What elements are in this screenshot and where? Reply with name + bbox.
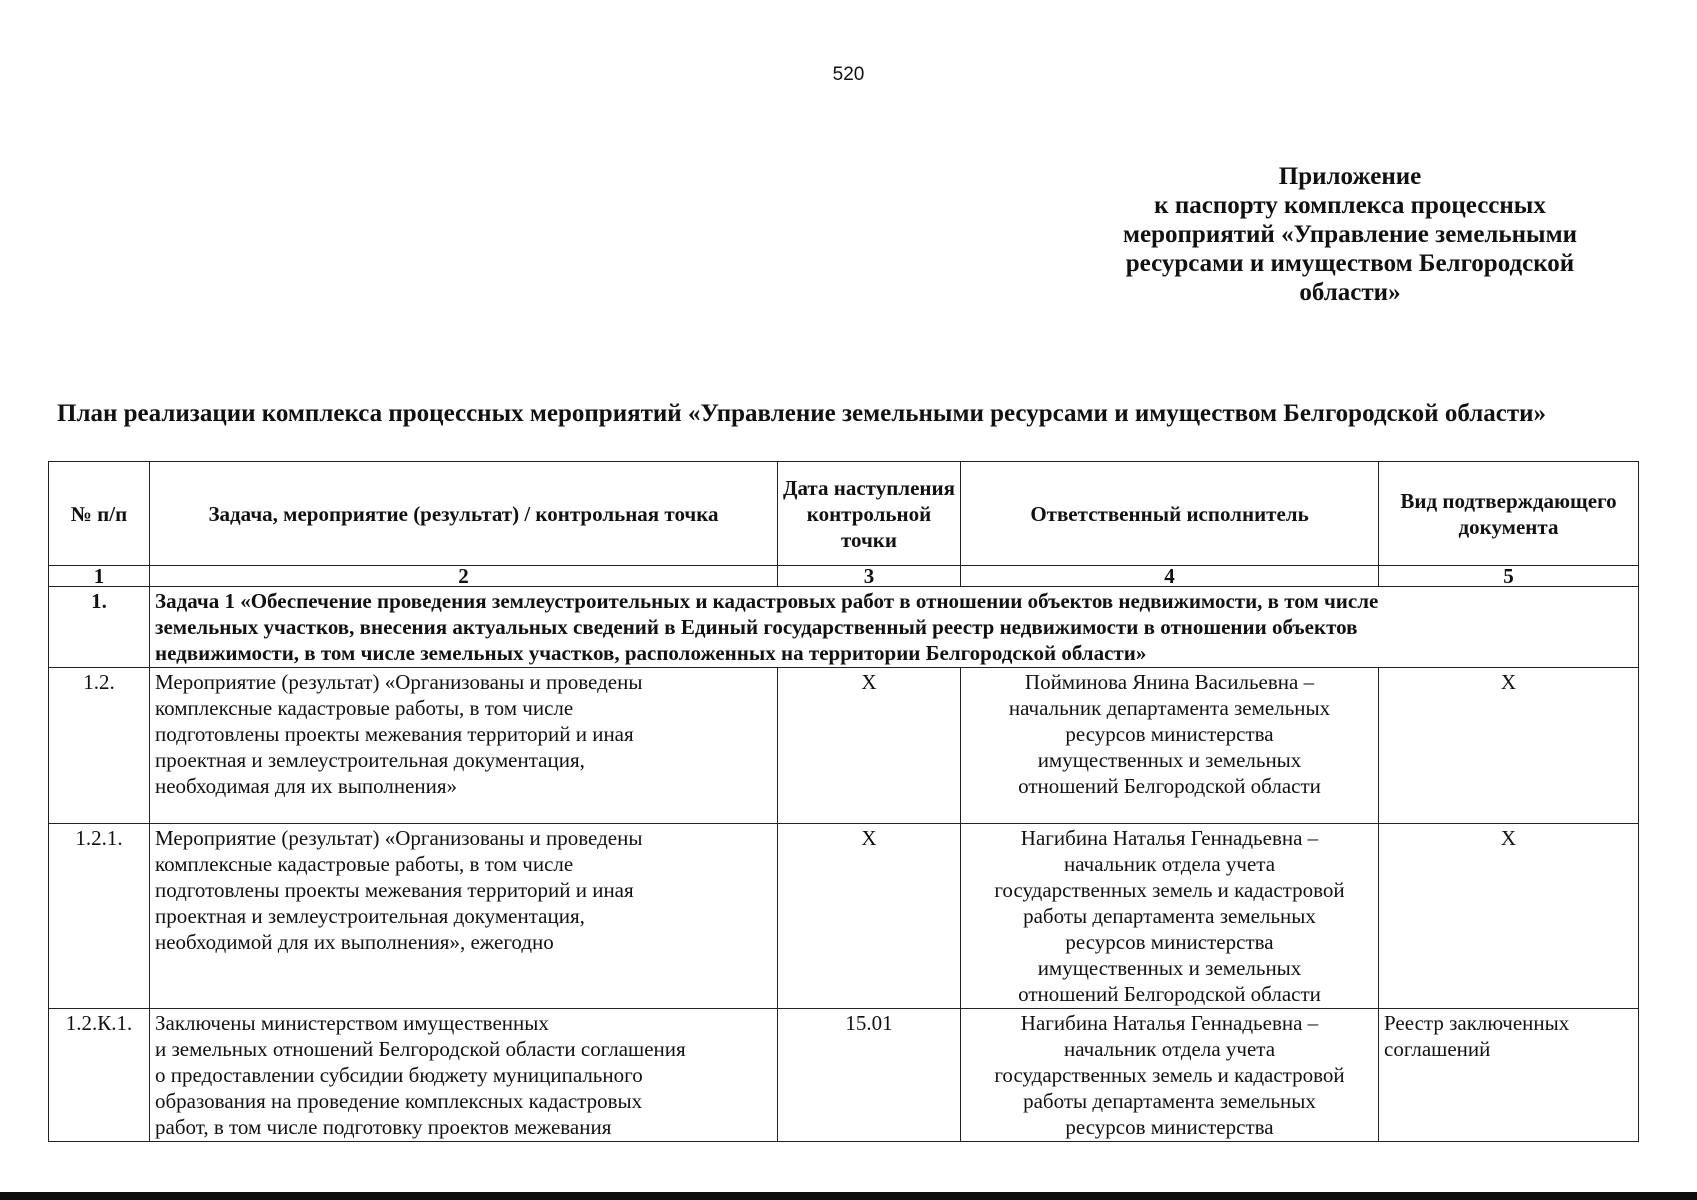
task-line: необходимой для их выполнения», ежегодно	[155, 930, 554, 954]
document-line: соглашений	[1384, 1037, 1491, 1061]
appendix-line: области»	[1299, 279, 1401, 306]
responsible-line: начальник департамента земельных	[1008, 696, 1331, 720]
task-row	[49, 587, 1639, 668]
task-line: комплексные кадастровые работы, в том числе	[155, 696, 574, 720]
row-task	[150, 668, 778, 824]
responsible-line: Нагибина Наталья Геннадьевна –	[1020, 1011, 1319, 1035]
task-line: Задача 1 «Обеспечение проведения землеустроительных и кадастровых работ в отношении объектов недвижимости, в том числе	[155, 589, 1379, 613]
row-number: 1.2.К.1.	[49, 1009, 150, 1142]
responsible-line: работы департамента земельных	[1023, 904, 1316, 928]
responsible-line: ресурсов министерства	[1065, 930, 1274, 954]
task-line: образования на проведение комплексных кадастровых	[155, 1089, 643, 1113]
responsible-line: ресурсов министерства	[1065, 1115, 1274, 1139]
appendix-line: ресурсами и имуществом Белгородской	[1125, 250, 1575, 277]
task-line: о предоставлении субсидии бюджету муниципального	[155, 1063, 643, 1087]
task-text	[150, 587, 1639, 668]
task-line: недвижимости, в том числе земельных участков, расположенных на территории Белгородской области»	[155, 641, 1147, 665]
responsible-line: имущественных и земельных	[1037, 956, 1302, 980]
task-line: Заключены министерством имущественных	[155, 1011, 549, 1035]
responsible-line: начальник отдела учета	[1063, 1037, 1276, 1061]
row-date: Х	[778, 668, 961, 824]
appendix-line: мероприятий «Управление земельными	[1122, 221, 1578, 248]
row-document	[1379, 1009, 1639, 1142]
row-date: Х	[778, 824, 961, 1009]
column-number: 4	[961, 566, 1379, 587]
scan-bottom-edge	[0, 1192, 1697, 1200]
plan-table	[48, 461, 1639, 1142]
table-row	[49, 668, 1639, 824]
page-number: 520	[832, 64, 865, 85]
row-document	[1379, 668, 1639, 824]
header-responsible: Ответственный исполнитель	[961, 462, 1379, 566]
table-row	[49, 1009, 1639, 1142]
task-line: подготовлены проекты межевания территорий и иная	[155, 722, 634, 746]
header-num: № п/п	[49, 462, 150, 566]
header-date: Дата наступления контрольной точки	[778, 462, 961, 566]
row-number: 1.2.1.	[49, 824, 150, 1009]
row-number: 1.2.	[49, 668, 150, 824]
row-task	[150, 1009, 778, 1142]
task-line: работ, в том числе подготовку проектов межевания	[155, 1115, 612, 1139]
responsible-line: Пойминова Янина Васильевна –	[1024, 670, 1315, 694]
responsible-line: Нагибина Наталья Геннадьевна –	[1020, 826, 1319, 850]
table-row	[49, 824, 1639, 1009]
task-line: и земельных отношений Белгородской области соглашения	[155, 1037, 686, 1061]
task-line: необходимая для их выполнения»	[155, 774, 458, 798]
document-line: Х	[1500, 670, 1517, 694]
row-responsible	[961, 1009, 1379, 1142]
responsible-line: государственных земель и кадастровой	[994, 878, 1345, 902]
header-task: Задача, мероприятие (результат) / контрольная точка	[150, 462, 778, 566]
column-number: 2	[150, 566, 778, 587]
responsible-line: работы департамента земельных	[1023, 1089, 1316, 1113]
column-number: 5	[1379, 566, 1639, 587]
header-document: Вид подтверждающего документа	[1379, 462, 1639, 566]
row-task	[150, 824, 778, 1009]
column-number: 1	[49, 566, 150, 587]
responsible-line: имущественных и земельных	[1037, 748, 1302, 772]
task-line: Мероприятие (результат) «Организованы и проведены	[155, 826, 643, 850]
plan-title: План реализации комплекса процессных мероприятий «Управление земельными ресурсами и имуществом Белгородской области»	[57, 400, 1547, 427]
task-line: подготовлены проекты межевания территорий и иная	[155, 878, 634, 902]
task-line: проектная и землеустроительная документация,	[155, 904, 585, 928]
task-line: земельных участков, внесения актуальных сведений в Единый государственный реестр недвижимости в отношении объектов	[155, 615, 1358, 639]
document-line: Реестр заключенных	[1384, 1011, 1570, 1035]
row-date: 15.01	[778, 1009, 961, 1142]
task-line: Мероприятие (результат) «Организованы и проведены	[155, 670, 643, 694]
task-number: 1.	[49, 587, 150, 668]
responsible-line: ресурсов министерства	[1065, 722, 1274, 746]
task-line: проектная и землеустроительная документация,	[155, 748, 585, 772]
row-responsible	[961, 668, 1379, 824]
document-line: Х	[1500, 826, 1517, 850]
appendix-line: к паспорту комплекса процессных	[1154, 192, 1546, 219]
column-number: 3	[778, 566, 961, 587]
responsible-line: начальник отдела учета	[1063, 852, 1276, 876]
responsible-line: отношений Белгородской области	[1018, 982, 1321, 1006]
appendix-heading	[1110, 162, 1590, 307]
responsible-line: государственных земель и кадастровой	[994, 1063, 1345, 1087]
responsible-line: отношений Белгородской области	[1018, 774, 1321, 798]
row-document	[1379, 824, 1639, 1009]
task-line: комплексные кадастровые работы, в том числе	[155, 852, 574, 876]
appendix-line: Приложение	[1278, 163, 1422, 190]
column-number-row	[49, 566, 1639, 587]
table-header-row	[49, 462, 1639, 566]
row-responsible	[961, 824, 1379, 1009]
